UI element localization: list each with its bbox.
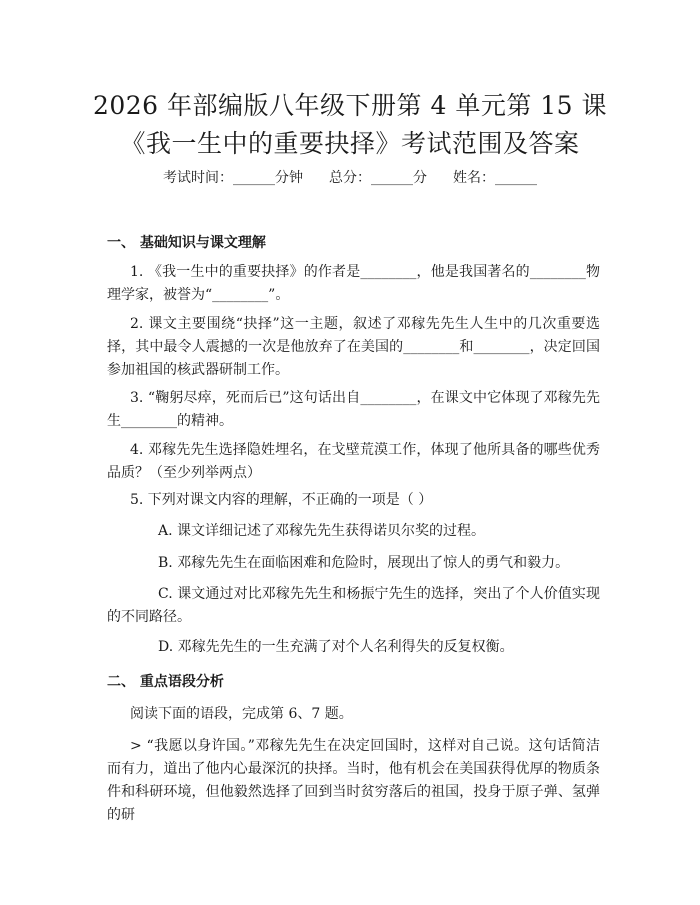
- exam-time: 考试时间：______分钟: [163, 170, 303, 186]
- question-4: 4. 邓稼先先生选择隐姓埋名，在戈壁荒漠工作，体现了他所具备的哪些优秀品质？（至少列举两点）: [107, 442, 600, 481]
- reading-passage: > “我愿以身许国。”邓稼先先生在决定回国时，这样对自己说。这句话简洁而有力，道出了他内心最深沉的抉择。当时，他有机会在美国获得优厚的物质条件和科研环境，但他毅然选择了回到当时贫穷落后的祖国，投身于原子弹、氢弹的研: [107, 738, 600, 823]
- title-line-1: 2026 年部编版八年级下册第 4 单元第 15 课: [92, 91, 608, 120]
- question-2: 2. 课文主要围绕“抉择”这一主题，叙述了邓稼先先生人生中的几次重要选择，其中最令人震撼的一次是他放弃了在美国的________和________，决定回国参加祖国的核武器研制工作。: [107, 316, 600, 378]
- reading-intro: 阅读下面的语段，完成第 6、7 题。: [130, 706, 353, 722]
- question-3: 3. “鞠躬尽瘁，死而后已”这句话出自________，在课文中它体现了邓稼先先生________的精神。: [107, 390, 600, 429]
- student-name: 姓名：______: [453, 170, 537, 186]
- title-line-2: 《我一生中的重要抉择》考试范围及答案: [120, 129, 580, 158]
- section-1-title: 一、 基础知识与课文理解: [107, 235, 266, 251]
- question-5: 5. 下列对课文内容的理解，不正确的一项是（ ）: [130, 492, 433, 508]
- total-score: 总分：______分: [329, 170, 427, 186]
- option-a: A. 课文详细记述了邓稼先先生获得诺贝尔奖的过程。: [158, 523, 486, 539]
- option-b: B. 邓稼先先生在面临困难和危险时，展现出了惊人的勇气和毅力。: [158, 555, 570, 571]
- section-2-title: 二、 重点语段分析: [107, 674, 224, 690]
- exam-meta: [0, 167, 700, 187]
- option-c: C. 课文通过对比邓稼先先生和杨振宁先生的选择，突出了个人价值实现的不同路径。: [107, 586, 600, 625]
- option-d: D. 邓稼先先生的一生充满了对个人名利得失的反复权衡。: [158, 639, 514, 655]
- question-1: 1. 《我一生中的重要抉择》的作者是________，他是我国著名的________物理学家，被誉为“________”。: [107, 264, 600, 303]
